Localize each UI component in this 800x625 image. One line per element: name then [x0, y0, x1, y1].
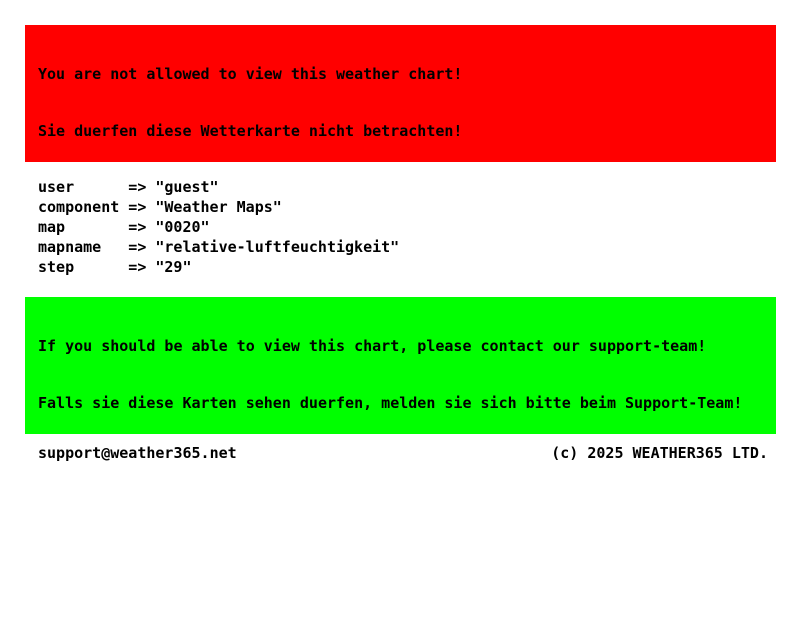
detail-row-mapname — [38, 237, 800, 257]
copyright-notice: (c) 2025 WEATHER365 LTD. — [551, 444, 768, 462]
detail-row-component — [38, 197, 800, 217]
detail-key: map — [38, 218, 66, 236]
detail-value: "guest" — [155, 178, 219, 196]
support-banner — [25, 297, 776, 434]
detail-row-step — [38, 257, 800, 277]
detail-value: "29" — [155, 258, 192, 276]
detail-key: step — [38, 258, 75, 276]
detail-value: "0020" — [155, 218, 210, 236]
error-banner-line-de: Sie duerfen diese Wetterkarte nicht betrachten! — [38, 122, 463, 140]
footer — [38, 444, 768, 463]
support-banner-line-de: Falls sie diese Karten sehen duerfen, melden sie sich bitte beim Support-Team! — [38, 394, 743, 412]
arrow-glyph: => — [128, 178, 147, 196]
detail-row-map — [38, 217, 800, 237]
arrow-glyph: => — [128, 218, 147, 236]
error-banner-line-en: You are not allowed to view this weather chart! — [38, 65, 463, 83]
arrow-glyph: => — [128, 258, 147, 276]
support-banner-line-en: If you should be able to view this chart, please contact our support-team! — [38, 337, 707, 355]
arrow-glyph: => — [128, 238, 147, 256]
detail-key: component — [38, 198, 120, 216]
detail-value: "relative-luftfeuchtigkeit" — [155, 238, 400, 256]
error-banner — [25, 25, 776, 162]
arrow-glyph: => — [128, 198, 147, 216]
detail-value: "Weather Maps" — [155, 198, 282, 216]
request-details — [38, 177, 800, 277]
detail-row-user — [38, 177, 800, 197]
detail-key: mapname — [38, 238, 102, 256]
detail-key: user — [38, 178, 75, 196]
support-email: support@weather365.net — [38, 444, 237, 462]
